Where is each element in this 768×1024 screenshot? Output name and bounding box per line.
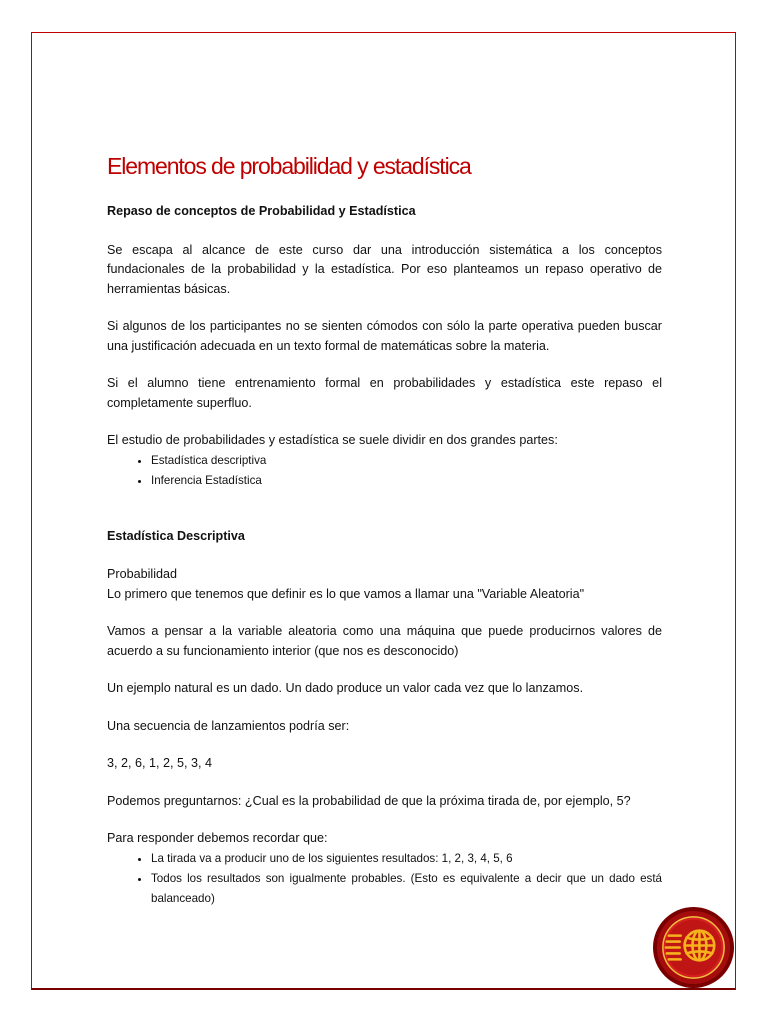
paragraph-pregunta: Podemos preguntarnos: ¿Cual es la probabilidad de que la próxima tirada de, por ejemplo, 5? — [107, 793, 631, 808]
paragraph-intro: Se escapa al alcance de este curso dar una introducción sistemática a los conceptos fundacionales de la probabilidad y la estadística. Por eso planteamos un repaso operativo de herramientas básicas. — [107, 242, 662, 296]
paragraph-partes: El estudio de probabilidades y estadística se suele dividir en dos grandes partes: — [107, 433, 558, 447]
probabilidad-label: Probabilidad — [107, 567, 178, 581]
list-condiciones — [107, 849, 662, 909]
paragraph-responder: Para responder debemos recordar que: — [107, 831, 328, 845]
paragraph-numeros: 3, 2, 6, 1, 2, 5, 3, 4 — [107, 756, 213, 770]
probabilidad-block — [107, 565, 662, 604]
page-title: Elementos de probabilidad y estadística — [107, 153, 471, 179]
paragraph-secuencia: Una secuencia de lanzamientos podría ser: — [107, 718, 350, 733]
list-item: • Todos los resultados son igualmente probables. (Esto es equivalente a decir que un dado está balanceado) — [151, 869, 662, 909]
section-heading-descriptiva: Estadística Descriptiva — [107, 528, 245, 543]
list-item: • La tirada va a producir uno de los siguientes resultados: 1, 2, 3, 4, 5, 6 — [151, 849, 662, 869]
paragraph-participants: Si algunos de los participantes no se sienten cómodos con sólo la parte operativa pueden buscar una justificación adecuada en un texto formal de matemáticas sobre la materia. — [107, 319, 662, 353]
section-heading-repaso: Repaso de conceptos de Probabilidad y Estadística — [107, 204, 416, 218]
paragraph-dado: Un ejemplo natural es un dado. Un dado produce un valor cada vez que lo lanzamos. — [107, 681, 584, 695]
document-body — [107, 150, 662, 927]
list-item: • Inferencia Estadística — [151, 471, 662, 491]
list-partes — [107, 451, 662, 491]
paragraph-superfluo: Si el alumno tiene entrenamiento formal en probabilidades y estadística este repaso el completamente superfluo. — [107, 376, 662, 410]
paragraph-maquina: Vamos a pensar a la variable aleatoria como una máquina que puede producirnos valores de acuerdo a su funcionamiento interior (que nos es desconocido) — [107, 624, 662, 658]
list-item: • Estadística descriptiva — [151, 451, 662, 471]
paragraph-variable-aleatoria: Lo primero que tenemos que definir es lo que vamos a llamar una "Variable Aleatoria" — [107, 586, 585, 601]
globe-logo-icon — [652, 906, 735, 989]
